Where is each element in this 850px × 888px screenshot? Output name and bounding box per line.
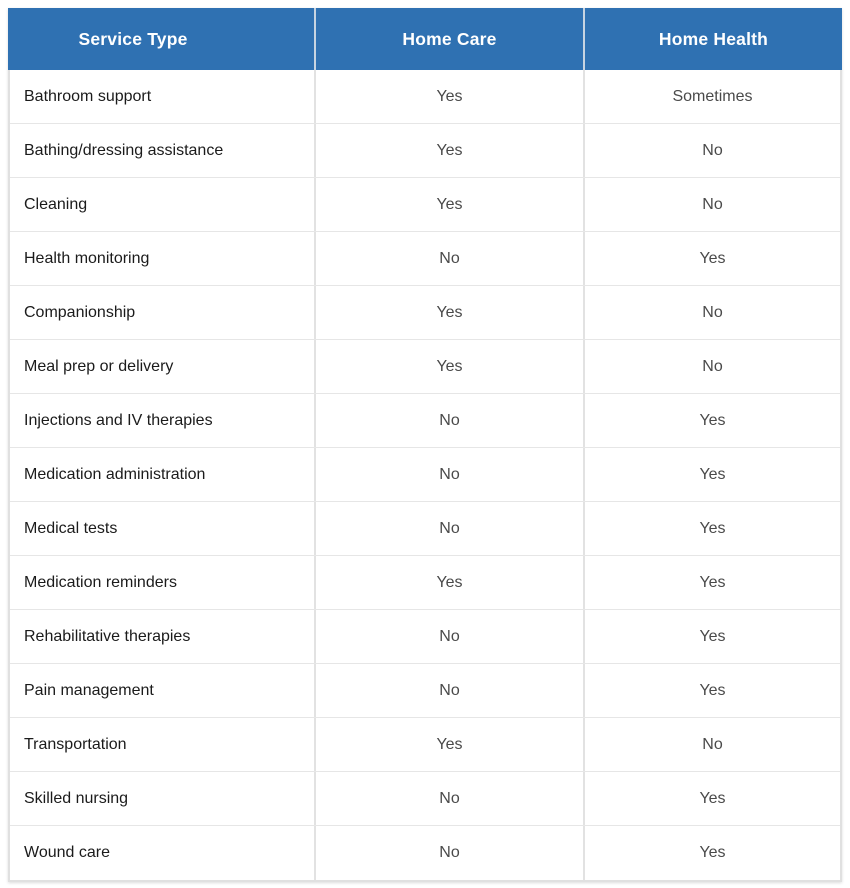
home-health-cell: Yes [699,411,726,429]
header-cell-home-care: Home Care [316,8,585,70]
service-cell: Meal prep or delivery [10,340,316,393]
table-row [10,340,840,394]
table-row [10,718,840,772]
table-row [10,502,840,556]
service-cell: Medical tests [10,502,316,555]
table-row [10,70,840,124]
table-row [10,178,840,232]
table-row [10,556,840,610]
home-care-cell: Yes [316,556,585,609]
service-cell: Medication administration [10,448,316,501]
home-health-cell: Yes [699,681,726,699]
home-care-cell: No [316,394,585,447]
service-cell: Transportation [10,718,316,771]
home-health-cell: No [702,303,723,321]
service-cell: Companionship [10,286,316,339]
service-comparison-table [8,8,842,882]
table-row [10,232,840,286]
table-row [10,124,840,178]
service-cell: Pain management [10,664,316,717]
home-care-cell: Yes [316,718,585,771]
table-row [10,286,840,340]
home-health-cell: No [702,735,723,753]
table-row [10,610,840,664]
home-health-cell: Yes [699,844,726,861]
service-cell: Injections and IV therapies [10,394,316,447]
service-cell: Bathing/dressing assistance [10,124,316,177]
header-cell-home-health: Home Health [658,28,769,49]
home-health-cell: Yes [699,249,726,267]
home-health-cell: Yes [699,573,726,591]
table-row [10,826,840,880]
home-care-cell: Yes [316,124,585,177]
service-cell: Rehabilitative therapies [10,610,316,663]
home-care-cell: No [316,502,585,555]
header-cell-service-type: Service Type [8,8,316,70]
table-row [10,394,840,448]
table-row [10,664,840,718]
service-cell: Medication reminders [10,556,316,609]
home-care-cell: No [316,232,585,285]
home-care-cell: No [316,448,585,501]
home-care-cell: Yes [316,340,585,393]
home-care-cell: Yes [316,286,585,339]
table-body [8,70,842,882]
service-cell: Skilled nursing [10,772,316,825]
home-care-cell: No [316,826,585,880]
home-care-cell: No [316,610,585,663]
home-health-cell: No [702,357,723,375]
table-row [10,772,840,826]
service-cell: Bathroom support [10,70,316,123]
home-health-cell: Sometimes [672,87,753,105]
home-health-cell: Yes [699,465,726,483]
home-care-cell: No [316,772,585,825]
service-cell: Health monitoring [10,232,316,285]
service-cell: Cleaning [10,178,316,231]
table-row [10,448,840,502]
home-health-cell: Yes [699,627,726,645]
service-cell: Wound care [10,826,316,880]
home-health-cell: No [702,195,723,213]
home-care-cell: No [316,664,585,717]
home-care-cell: Yes [316,70,585,123]
table-header [8,8,842,70]
home-care-cell: Yes [316,178,585,231]
home-health-cell: Yes [699,519,726,537]
home-health-cell: Yes [699,789,726,807]
home-health-cell: No [702,141,723,159]
